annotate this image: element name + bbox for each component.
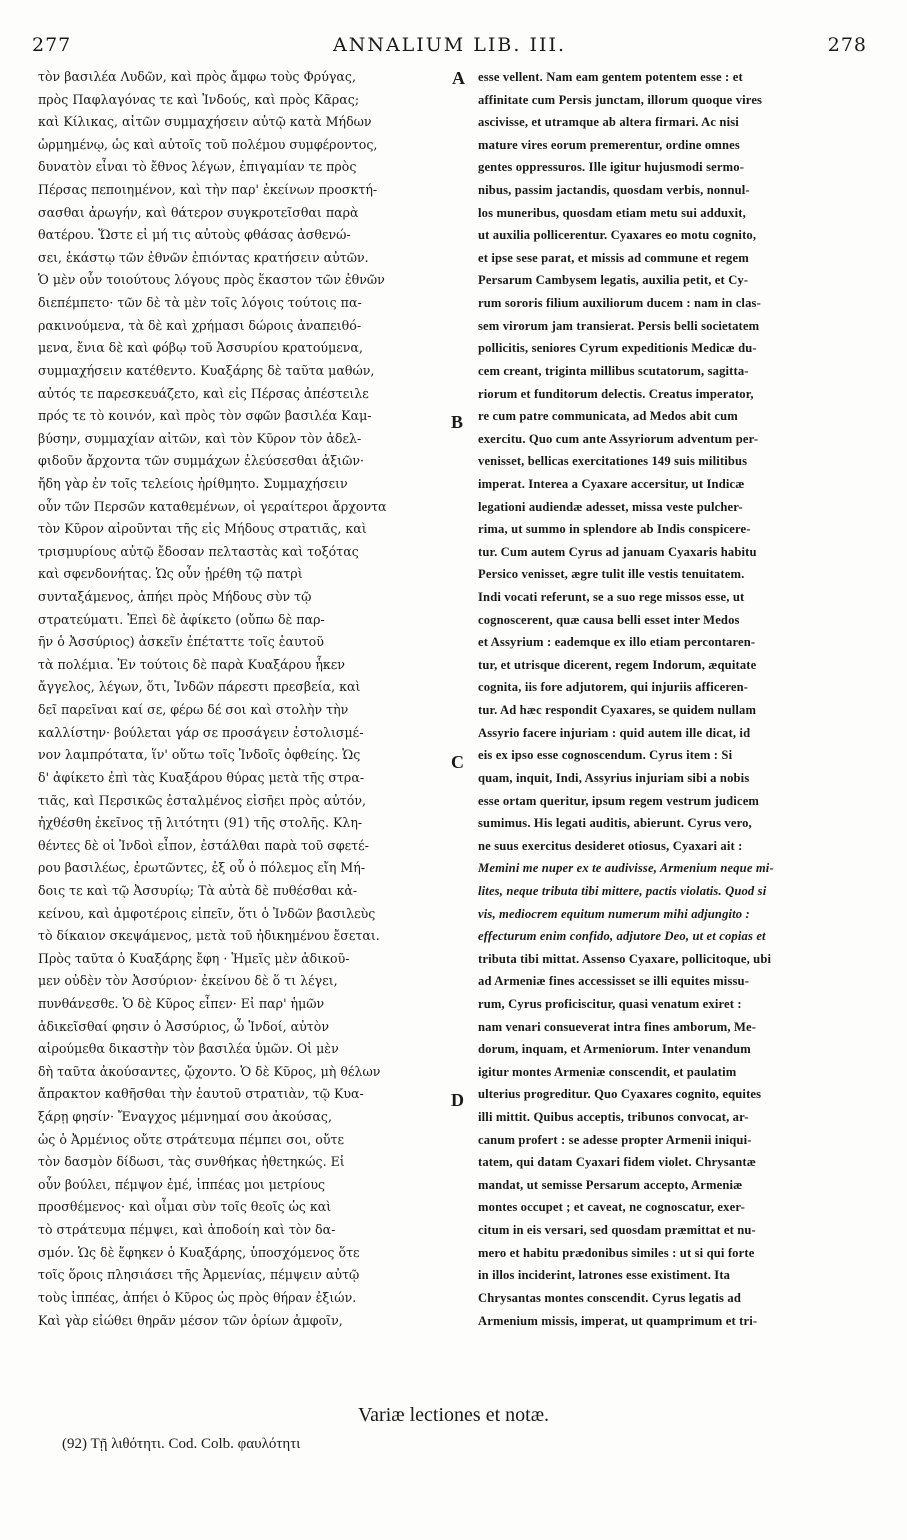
greek-line: ρακινούμενα, τὰ δὲ καὶ χρήμασι δώροις ἀναπειθό- (38, 317, 362, 333)
greek-line: τὸ δίκαιον σκεψάμενος, μετὰ τοῦ ἠδικημένου ἔσεται. (38, 928, 380, 944)
greek-line: βύσην, συμμαχίαν αἰτῶν, καὶ τὸν Κῦρον τὸν ἀδελ- (38, 430, 362, 446)
greek-line: δοις τε καὶ τῷ Ἀσσυρίῳ; Τὰ αὐτὰ δὲ πυθέσθαι κἀ- (38, 882, 358, 898)
greek-line: οὖν τῶν Περσῶν καταθεμένων, οἱ γεραίτεροι ἄρχοντα (38, 498, 387, 514)
greek-line: νον λαμπρότατα, ἵν' οὕτω τοῖς Ἰνδοῖς ὀφθείης. Ὡς (38, 747, 361, 763)
latin-line: ascivisse, et utramque ab altera firmari. Ac nisi (478, 115, 739, 130)
greek-line: Ὁ μὲν οὖν τοιούτους λόγους πρὸς ἕκαστον τῶν ἐθνῶν (38, 272, 385, 288)
greek-line: τρισμυρίους αὐτῷ ἔδοσαν πελταστὰς καὶ τοξότας (38, 543, 359, 559)
greek-line: πρός τε τὸ κοινόν, καὶ πρὸς τὸν σφῶν βασιλέα Καμ- (38, 408, 372, 424)
latin-line: Indi vocati referunt, se a suo rege missos esse, ut (478, 590, 745, 605)
greek-line: στρατεύματι. Ἐπεὶ δὲ ἀφίκετο (οὔπω δὲ παρ- (38, 611, 325, 627)
latin-line: Armenium missis, imperat, ut quamprimum et tri- (478, 1313, 758, 1328)
greek-line: ἀδικεῖσθαί φησιν ὁ Ἀσσύριος, ὦ Ἰνδοί, αὐτὸν (38, 1018, 330, 1034)
latin-line: rum, Cyrus proficiscitur, quasi venatum exiret : (478, 996, 742, 1011)
latin-line: gentes oppressuros. Ille igitur hujusmodi sermo- (478, 160, 745, 175)
latin-line: mature vires eorum premerentur, ordine omnes (478, 137, 740, 152)
greek-line: θέντες δὲ οἱ Ἰνδοὶ εἶπον, ἐστάλθαι παρὰ τοῦ σφετέ- (38, 837, 369, 853)
latin-line: cognoscerent, quæ causa belli esset inter Medos (478, 612, 740, 627)
latin-line: cem creant, triginta millibus scutatorum, sagitta- (478, 363, 749, 378)
greek-line: κείνου, καὶ ἀμφοτέροις εἰπεῖν, ὅτι ὁ Ἰνδῶν βασιλεὺς (38, 905, 376, 921)
greek-line: προσθέμενος· καὶ οἶμαι σὺν τοῖς θεοῖς ὡς καὶ (38, 1199, 332, 1215)
footnote-92: (92) Τῇ λιθότητι. Cod. Colb. φαυλότητι (62, 1436, 301, 1452)
margin-marker-d: D (451, 1090, 464, 1110)
greek-column (38, 66, 460, 1386)
greek-line: Καὶ γὰρ εἰώθει θηρᾶν μέσον τῶν ὁρίων ἀμφοῖν, (38, 1312, 343, 1328)
latin-line: tur, et utrisque dicerent, regem Indorum, æquitate (478, 657, 757, 672)
greek-line: τοῖς ὅροις πλησιάσει τῆς Ἀρμενίας, πέμψειν αὐτῷ (38, 1267, 360, 1283)
page-number-right: 278 (827, 34, 867, 56)
greek-line: πυνθάνεσθε. Ὁ δὲ Κῦρος εἶπεν· Εἰ παρ' ἡμῶν (38, 995, 325, 1011)
latin-line: re cum patre communicata, ad Medos abit cum (478, 409, 738, 424)
latin-line: dorum, inquam, et Armeniorum. Inter venandum (478, 1042, 751, 1057)
latin-line: Persarum Cambysem legatis, auxilia petit, et Cy- (478, 273, 749, 288)
greek-line: δεῖ παρεῖναι καί σε, φέρω δέ σοι καὶ στολὴν τὴν (38, 702, 349, 718)
greek-line: τὸν βασιλέα Λυδῶν, καὶ πρὸς ἄμφω τοὺς Φρύγας, (38, 69, 356, 84)
latin-line: tatem, qui datam Cyaxari fidem violet. Chrysantæ (478, 1155, 756, 1170)
greek-line: σασθαι ἀρωγήν, καὶ θάτερον συγκροτεῖσθαι παρὰ (38, 204, 359, 220)
latin-line: illi mittit. Quibus acceptis, tribunos convocat, ar- (478, 1110, 749, 1125)
greek-line: τιᾶς, καὶ Περσικῶς ἐσταλμένος εἰσῆει πρὸς αὐτόν, (38, 792, 366, 808)
greek-line: ὡρμημένῳ, ὡς καὶ αὐτοῖς τοῦ πολέμου συμφέροντος, (38, 136, 378, 152)
latin-line: lites, neque tributa tibi mittere, pactis violatis. Quod si (478, 883, 767, 898)
latin-line: tributa tibi mittat. Assenso Cyaxare, pollicitoque, ubi (478, 951, 772, 966)
latin-line: effecturum enim confido, adjutore Deo, ut et copias et (478, 929, 766, 944)
latin-line: mero et habitu prædonibus similes : ut si qui forte (478, 1245, 755, 1260)
greek-line: αὐτός τε παρεσκευάζετο, καὶ εἰς Πέρσας ἀπέστειλε (38, 385, 369, 401)
latin-line: vis, mediocrem equitum numerum mihi adjungito : (478, 906, 750, 921)
latin-line: cognita, iis fore adjutorem, qui injuriis afficeren- (478, 680, 749, 695)
greek-line: σει, ἑκάστῳ τῶν ἐθνῶν ἐπιόντας κρατήσειν αὐτῶν. (38, 249, 369, 265)
latin-line: Chrysantas montes conscendit. Cyrus legatis ad (478, 1290, 741, 1305)
notes-heading: Variæ lectiones et notæ. (357, 1404, 550, 1426)
greek-line: ἄγγελος, λέγων, ὅτι, Ἰνδῶν πάρεστι πρεσβεία, καὶ (38, 679, 361, 695)
latin-line: et ipse sese parat, et missis ad commune et regem (478, 250, 749, 265)
greek-line: μεν οὐδὲν τὸν Ἀσσύριον· ἐκείνου δὲ ὅ τι λέγει, (38, 973, 338, 989)
latin-line: tur. Cum autem Cyrus ad januam Cyaxaris habitu (478, 544, 757, 559)
latin-line: rima, ut summo in splendore ab Indis conspicere- (478, 522, 751, 537)
greek-line: σμόν. Ὡς δὲ ἔφηκεν ὁ Κυαξάρης, ὑποσχόμενος ὅτε (38, 1244, 360, 1260)
latin-line: sem virorum jam transierat. Persis belli societatem (478, 318, 760, 333)
latin-column (478, 66, 876, 1386)
latin-line: in illos inciderint, latrones esse existiment. Ita (478, 1268, 731, 1283)
greek-line: ξάρῃ φησίν· Ἔναγχος μέμνημαί σου ἀκούσας, (38, 1109, 332, 1125)
greek-line: συμμαχήσειν κατέθεντο. Κυαξάρης δὲ ταῦτα μαθών, (38, 362, 375, 378)
margin-marker-b: B (451, 412, 464, 432)
greek-line: τοὺς ἱππέας, ἀπήει ὁ Κῦρος ὡς πρὸς θήραν ἐξιών. (38, 1289, 357, 1305)
greek-line: τὸ στράτευμα πέμψει, καὶ ἀποδοίη καὶ τὸν δα- (38, 1222, 336, 1238)
page-header (32, 34, 867, 62)
greek-line: ἤδη γὰρ ἐν τοῖς τελείοις ἠρίθμητο. Συμμαχήσειν (38, 475, 348, 491)
greek-line: θατέρου. Ὥστε εἰ μή τις αὐτοὺς φθάσας ἀσθενώ- (38, 227, 351, 243)
greek-line: ὡς ὁ Ἀρμένιος οὔτε στράτευμα πέμπει σοι, οὔτε (38, 1131, 344, 1147)
latin-line: affinitate cum Persis junctam, illorum quoque vires (478, 92, 763, 107)
latin-line: ulterius progreditur. Quo Cyaxares cognito, equites (478, 1087, 762, 1102)
latin-line: ut auxilia pollicerentur. Cyaxares eo motu cognito, (478, 228, 757, 243)
greek-line: δ' ἀφίκετο ἐπὶ τὰς Κυαξάρου θύρας μετὰ τῆς στρα- (38, 769, 365, 785)
greek-line: αἱρούμεθα δικαστὴν τὸν βασιλέα ὑμῶν. Οἱ μὲν (38, 1041, 339, 1057)
latin-line: sumimus. His legati auditis, abierunt. Cyrus vero, (478, 816, 752, 831)
latin-line: eis ex ipso esse cognoscendum. Cyrus item : Si (478, 748, 733, 763)
latin-line: los muneribus, quosdam etiam metu sui adduxit, (478, 205, 746, 220)
latin-line: canum profert : se adesse propter Armenii iniqui- (478, 1132, 752, 1147)
latin-line: mandat, ut semisse Persarum accepto, Armeniæ (478, 1177, 743, 1192)
greek-line: δυνατὸν εἶναι τὸ ἔθνος λέγων, ἐπιγαμίαν τε πρὸς (38, 159, 357, 175)
greek-line: οὖν βούλει, πέμψον ἐμέ, ἱππέας μοι μετρίους (38, 1176, 326, 1192)
latin-line: ad Armeniæ fines accessisset se illi equites missu- (478, 974, 750, 989)
running-title: ANNALIUM LIB. III. (332, 34, 567, 56)
latin-line: quam, inquit, Indi, Assyrius injuriam sibi a nobis (478, 770, 750, 785)
latin-line: venisset, bellicas exercitationes 149 suis militibus (478, 454, 748, 469)
latin-line: esse vellent. Nam eam gentem potentem esse : et (478, 70, 743, 84)
latin-line: ne suus exercitus desideret otiosus, Cyaxari ait : (478, 838, 743, 853)
latin-line: esse ortam queritur, ipsum regem vestrum judicem (478, 793, 760, 808)
latin-line: et Assyrium : eademque ex illo etiam percontaren- (478, 635, 756, 650)
greek-line: τὸν δασμὸν δίδωσι, τὰς συνθήκας ἠθετηκώς. Εἰ (38, 1154, 345, 1170)
latin-line: rum sororis filium auxiliorum ducem : nam in clas- (478, 296, 761, 311)
greek-line: φιδοῦν ἄρχοντα τῶν συμμάχων ἐλεύσεσθαι ἀξιῶν· (38, 453, 365, 469)
greek-line: ἠχθέσθη ἐκεῖνος τῇ λιτότητι (91) τῆς στολῆς. Κλη- (38, 815, 363, 831)
latin-line: exercitu. Quo cum ante Assyriorum adventum per- (478, 431, 759, 446)
greek-line: δὴ ταῦτα ἀκούσαντες, ᾤχοντο. Ὁ δὲ Κῦρος, μὴ θέλων (38, 1063, 381, 1079)
margin-marker-a: A (452, 68, 465, 88)
greek-line: συνταξάμενος, ἀπήει πρὸς Μήδους σὺν τῷ (38, 589, 312, 605)
latin-line: imperat. Interea a Cyaxare accersitur, ut Indicæ (478, 476, 745, 491)
greek-line: καὶ Κίλικας, αἰτῶν συμμαχήσειν αὐτῷ κατὰ Μήδων (38, 114, 372, 130)
latin-line: Memini me nuper ex te audivisse, Armenium neque mi- (478, 861, 774, 876)
margin-marker-c: C (451, 752, 464, 772)
greek-line: διεπέμπετο· τῶν δὲ τὰ μὲν τοῖς λόγοις τούτοις πα- (38, 295, 362, 311)
greek-line: ῆν ὁ Ἀσσύριος) ἀσκεῖν ἐπέταττε τοῖς ἑαυτοῦ (38, 634, 324, 650)
latin-line: Persico venisset, ægre tulit ille vestis tenuitatem. (478, 567, 745, 582)
greek-line: μενα, ἔνια δὲ καὶ φόβῳ τοῦ Ἀσσυρίου κρατούμενα, (38, 340, 363, 356)
greek-line: Πέρσας πεποιημένον, καὶ τὴν παρ' ἐκείνων προσκτή- (38, 182, 378, 198)
latin-line: nam venari consueverat intra fines amborum, Me- (478, 1019, 757, 1034)
latin-line: citum in eis versari, sed quosdam præmittat et nu- (478, 1223, 756, 1238)
greek-line: ρου βασιλέως, ἐρωτῶντες, ἐξ οὗ ὁ πόλεμος εἴη Μή- (38, 860, 366, 876)
latin-line: tur. Ad hæc respondit Cyaxares, se quidem nullam (478, 703, 757, 718)
latin-line: legationi audiendæ adesset, missa veste pulcher- (478, 499, 743, 514)
greek-line: Πρὸς ταῦτα ὁ Κυαξάρης ἔφη · Ἡμεῖς μὲν ἀδικοῦ- (38, 950, 350, 966)
page-number-left: 277 (32, 34, 72, 56)
latin-line: Assyrio facere injuriam : quid autem ille dicat, id (478, 725, 751, 740)
latin-line: pollicitis, seniores Cyrum expeditionis Medicæ du- (478, 341, 757, 356)
greek-line: τὸν Κῦρον αἱροῦνται τῆς εἰς Μήδους στρατιᾶς, καὶ (38, 521, 367, 537)
greek-line: καλλίστην· βούλεται γάρ σε προσάγειν ἐστολισμέ- (38, 724, 364, 740)
greek-line: πρὸς Παφλαγόνας τε καὶ Ἰνδούς, καὶ πρὸς Κᾶρας; (38, 91, 360, 107)
greek-line: ἄπρακτον καθῆσθαι τὴν ἑαυτοῦ στρατιὰν, τῷ Κυα- (38, 1086, 364, 1102)
latin-line: igitur montes Armeniæ conscendit, et paulatim (478, 1064, 737, 1079)
latin-line: montes occupet ; et caveat, ne cognoscatur, exer- (478, 1200, 745, 1215)
greek-line: τὰ πολέμια. Ἐν τούτοις δὲ παρὰ Κυαξάρου ἧκεν (38, 656, 345, 672)
latin-line: riorum et funditorum delectis. Creatus imperator, (478, 386, 754, 401)
greek-line: καὶ σφενδονήτας. Ὡς οὖν ᾑρέθη τῷ πατρὶ (38, 566, 303, 582)
latin-line: nibus, passim jactandis, quosdam verbis, nonnul- (478, 183, 750, 198)
